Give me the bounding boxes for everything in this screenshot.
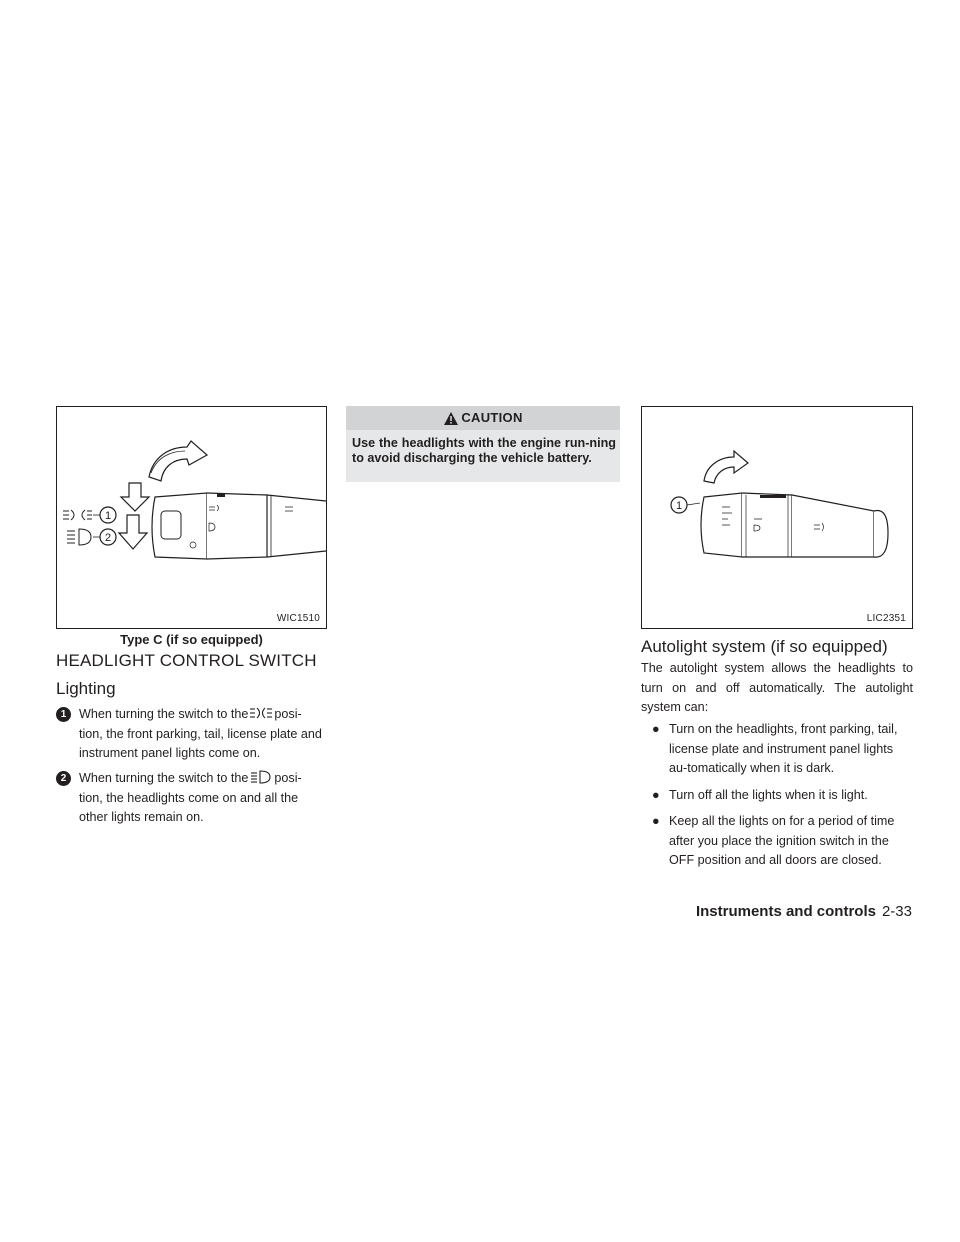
- autolight-intro: The autolight system allows the headlights to turn on and off automatically. The autolight system can:: [641, 661, 913, 714]
- caution-title: CAUTION: [461, 410, 523, 425]
- parking-light-symbol-icon: [63, 510, 92, 520]
- callout-1: 1: [675, 500, 683, 512]
- item-tail-text: posi-: [274, 771, 302, 785]
- bullet-text: Keep all the lights on for a period of time after you place the ignition switch in the OFF position and all doors are closed.: [669, 814, 895, 867]
- section-heading: HEADLIGHT CONTROL SWITCH: [56, 651, 317, 670]
- parking-light-icon: [248, 705, 274, 721]
- item-lead-text: When turning the switch to the: [79, 707, 249, 721]
- figure-caption: Type C (if so equipped): [120, 632, 263, 647]
- caution-text: Use the headlights with the engine run-ning to avoid discharging the vehicle battery.: [352, 436, 616, 465]
- item-number-badge: 2: [56, 771, 71, 786]
- bullet-icon: ●: [652, 814, 660, 828]
- down-arrow-icon: [121, 483, 149, 511]
- rotation-arrow-icon: [149, 441, 207, 481]
- callout-2: 2: [104, 532, 112, 544]
- list-item: [641, 720, 913, 779]
- bullet-icon: ●: [652, 787, 660, 802]
- caution-box: [346, 406, 620, 482]
- figure-code: LIC2351: [866, 613, 906, 624]
- headlight-symbol-icon: [67, 529, 91, 545]
- bullet-icon: ●: [652, 722, 660, 736]
- headlight-icon: [248, 769, 274, 785]
- item-rest-text: tion, the front parking, tail, license plate and instrument panel lights come on.: [79, 726, 322, 760]
- list-item: [56, 769, 327, 828]
- down-arrow-icon: [119, 515, 147, 549]
- autolight-switch-illustration: [642, 407, 912, 628]
- rotation-arrow-icon: [704, 451, 748, 483]
- subsection-heading: Lighting: [56, 679, 116, 698]
- callout-1: 1: [104, 510, 112, 522]
- bullet-text: Turn on the headlights, front parking, tail, license plate and instrument panel lights au-tomatically when it is dark.: [669, 722, 898, 775]
- figure-autolight-switch: [641, 406, 913, 629]
- warning-triangle-icon: [443, 411, 459, 426]
- item-lead-text: When turning the switch to the: [79, 771, 249, 785]
- page-footer: [696, 903, 912, 920]
- headlight-switch-illustration: [57, 407, 326, 628]
- list-item: [56, 705, 327, 764]
- bullet-text: Turn off all the lights when it is light.: [669, 787, 868, 802]
- list-item: [641, 812, 913, 871]
- figure-code: WIC1510: [276, 613, 320, 624]
- footer-section-title: Instruments and controls: [695, 903, 876, 920]
- page-number: 2-33: [881, 903, 912, 920]
- caution-header: [346, 406, 620, 430]
- list-item: [641, 786, 913, 806]
- figure-headlight-switch-type-c: [56, 406, 327, 629]
- item-rest-text: tion, the headlights come on and all the other lights remain on.: [79, 790, 299, 824]
- autolight-bullet-list: [641, 720, 913, 878]
- item-tail-text: posi-: [274, 707, 302, 721]
- subsection-heading: Autolight system (if so equipped): [641, 637, 888, 656]
- item-number-badge: 1: [56, 707, 71, 722]
